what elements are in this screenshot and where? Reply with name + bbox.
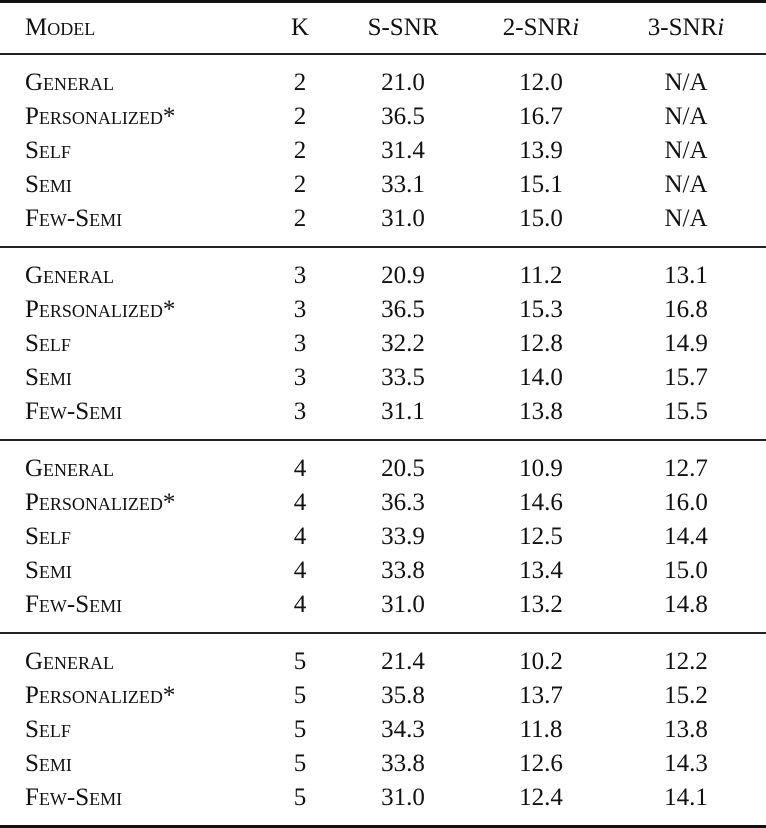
cell-2-snri: 10.2 — [519, 648, 563, 675]
cell-2-snri: 13.8 — [519, 398, 563, 425]
cell-3-snri: 14.3 — [664, 750, 708, 777]
cell-s-snr: 33.1 — [381, 171, 425, 198]
cell-3-snri: N/A — [664, 103, 708, 130]
cell-2-snri: 13.2 — [519, 591, 563, 618]
cell-k: 3 — [293, 262, 307, 289]
cell-model: Personalized* — [25, 489, 176, 516]
cell-model: General — [25, 455, 115, 482]
cell-s-snr: 31.1 — [381, 398, 425, 425]
cell-s-snr: 35.8 — [381, 682, 425, 709]
cell-k: 5 — [293, 648, 307, 675]
cell-model: Semi — [25, 750, 72, 777]
row-group-k2 — [0, 55, 766, 246]
cell-2-snri: 12.5 — [519, 523, 563, 550]
cell-3-snri: N/A — [664, 69, 708, 96]
cell-model: General — [25, 262, 115, 289]
header-k: K — [290, 14, 310, 41]
cell-s-snr: 34.3 — [381, 716, 425, 743]
cell-s-snr: 36.5 — [381, 103, 425, 130]
cell-3-snri: 16.8 — [664, 296, 708, 323]
header-2-snri-label: 2-SNR — [502, 14, 573, 41]
header-row — [0, 3, 766, 53]
cell-s-snr: 31.4 — [381, 137, 425, 164]
cell-k: 5 — [293, 716, 307, 743]
table-row — [0, 66, 766, 100]
cell-2-snri: 10.9 — [519, 455, 563, 482]
cell-2-snri: 12.6 — [519, 750, 563, 777]
cell-model: Semi — [25, 364, 72, 391]
cell-k: 2 — [293, 103, 307, 130]
cell-3-snri: 15.0 — [664, 557, 708, 584]
cell-k: 5 — [293, 784, 307, 811]
cell-s-snr: 33.8 — [381, 750, 425, 777]
cell-model: General — [25, 69, 115, 96]
cell-model: Few-Semi — [25, 205, 123, 232]
table-row — [0, 202, 766, 236]
cell-model: Self — [25, 523, 71, 550]
row-group-k4 — [0, 441, 766, 632]
table-row — [0, 100, 766, 134]
cell-3-snri: N/A — [664, 137, 708, 164]
cell-2-snri: 16.7 — [519, 103, 563, 130]
cell-2-snri: 13.7 — [519, 682, 563, 709]
cell-3-snri: 14.8 — [664, 591, 708, 618]
cell-2-snri: 15.1 — [519, 171, 563, 198]
cell-k: 3 — [293, 296, 307, 323]
cell-k: 2 — [293, 171, 307, 198]
cell-3-snri: 16.0 — [664, 489, 708, 516]
row-group-k5 — [0, 634, 766, 825]
table-body — [0, 53, 766, 828]
cell-3-snri: 14.4 — [664, 523, 708, 550]
cell-s-snr: 32.2 — [381, 330, 425, 357]
cell-model: Self — [25, 137, 71, 164]
row-group-k3 — [0, 248, 766, 439]
cell-3-snri: 13.8 — [664, 716, 708, 743]
table-row — [0, 168, 766, 202]
cell-3-snri: N/A — [664, 205, 708, 232]
cell-s-snr: 33.5 — [381, 364, 425, 391]
cell-model: Self — [25, 330, 71, 357]
cell-k: 2 — [293, 137, 307, 164]
header-2-snri-italic: i — [572, 14, 580, 41]
cell-2-snri: 12.8 — [519, 330, 563, 357]
cell-s-snr: 20.5 — [381, 455, 425, 482]
cell-2-snri: 12.0 — [519, 69, 563, 96]
header-3-snri — [606, 14, 766, 42]
cell-3-snri: 15.2 — [664, 682, 708, 709]
cell-2-snri: 11.2 — [519, 262, 563, 289]
cell-model: Few-Semi — [25, 591, 123, 618]
header-model: Model — [25, 14, 96, 41]
table-row — [0, 327, 766, 361]
cell-2-snri: 14.6 — [519, 489, 563, 516]
table-row — [0, 645, 766, 679]
cell-model: Personalized* — [25, 296, 176, 323]
table-row — [0, 293, 766, 327]
cell-model: Semi — [25, 557, 72, 584]
table-row — [0, 520, 766, 554]
cell-s-snr: 21.4 — [381, 648, 425, 675]
cell-3-snri: 14.9 — [664, 330, 708, 357]
table-row — [0, 781, 766, 815]
cell-k: 4 — [293, 489, 307, 516]
cell-k: 4 — [293, 523, 307, 550]
table-row — [0, 588, 766, 622]
cell-s-snr: 20.9 — [381, 262, 425, 289]
table-row — [0, 747, 766, 781]
table-row — [0, 259, 766, 293]
cell-k: 3 — [293, 398, 307, 425]
table-row — [0, 713, 766, 747]
table-row — [0, 395, 766, 429]
cell-k: 4 — [293, 455, 307, 482]
cell-s-snr: 36.3 — [381, 489, 425, 516]
cell-model: Personalized* — [25, 682, 176, 709]
cell-s-snr: 21.0 — [381, 69, 425, 96]
header-2-snri — [476, 14, 606, 42]
cell-k: 3 — [293, 330, 307, 357]
cell-s-snr: 33.8 — [381, 557, 425, 584]
cell-k: 4 — [293, 591, 307, 618]
cell-s-snr: 36.5 — [381, 296, 425, 323]
cell-model: Self — [25, 716, 71, 743]
cell-3-snri: 15.5 — [664, 398, 708, 425]
cell-2-snri: 12.4 — [519, 784, 563, 811]
cell-3-snri: 12.7 — [664, 455, 708, 482]
cell-2-snri: 13.9 — [519, 137, 563, 164]
cell-model: Personalized* — [25, 103, 176, 130]
cell-model: General — [25, 648, 115, 675]
cell-3-snri: N/A — [664, 171, 708, 198]
table-row — [0, 679, 766, 713]
cell-2-snri: 11.8 — [519, 716, 563, 743]
table-row — [0, 134, 766, 168]
cell-s-snr: 33.9 — [381, 523, 425, 550]
cell-2-snri: 14.0 — [519, 364, 563, 391]
cell-s-snr: 31.0 — [381, 784, 425, 811]
header-3-snri-label: 3-SNR — [647, 14, 718, 41]
cell-3-snri: 12.2 — [664, 648, 708, 675]
cell-k: 3 — [293, 364, 307, 391]
cell-3-snri: 14.1 — [664, 784, 708, 811]
cell-2-snri: 15.0 — [519, 205, 563, 232]
cell-2-snri: 15.3 — [519, 296, 563, 323]
cell-s-snr: 31.0 — [381, 205, 425, 232]
cell-3-snri: 13.1 — [664, 262, 708, 289]
cell-k: 5 — [293, 750, 307, 777]
cell-k: 4 — [293, 557, 307, 584]
table-row — [0, 361, 766, 395]
header-3-snri-italic: i — [717, 14, 725, 41]
table-row — [0, 486, 766, 520]
cell-k: 2 — [293, 69, 307, 96]
cell-2-snri: 13.4 — [519, 557, 563, 584]
table-row — [0, 554, 766, 588]
cell-model: Semi — [25, 171, 72, 198]
cell-model: Few-Semi — [25, 398, 123, 425]
cell-k: 5 — [293, 682, 307, 709]
table-row — [0, 452, 766, 486]
cell-3-snri: 15.7 — [664, 364, 708, 391]
cell-s-snr: 31.0 — [381, 591, 425, 618]
cell-k: 2 — [293, 205, 307, 232]
header-s-snr: S-SNR — [367, 14, 439, 41]
cell-model: Few-Semi — [25, 784, 123, 811]
